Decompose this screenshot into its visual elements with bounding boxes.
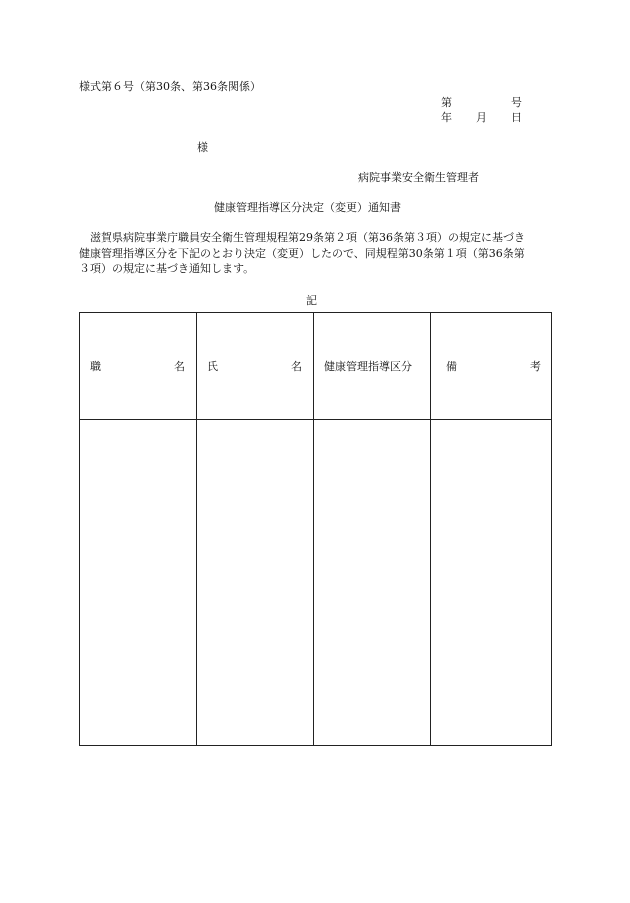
body-line: 滋賀県病院事業庁職員安全衛生管理規程第29条第２項（第36条第３項）の規定に基づき xyxy=(79,231,525,244)
column-divider xyxy=(196,313,197,745)
body-text xyxy=(79,230,557,277)
notice-table xyxy=(79,312,552,746)
sender: 病院事業安全衛生管理者 xyxy=(358,171,479,184)
header-name-2: 名 xyxy=(291,360,302,373)
date-month-label: 月 xyxy=(476,111,487,124)
document-title: 健康管理指導区分決定（変更）通知書 xyxy=(214,201,401,214)
column-divider xyxy=(430,313,431,745)
header-name-1: 氏 xyxy=(207,360,218,373)
ki-heading: 記 xyxy=(306,294,317,307)
body-line: 健康管理指導区分を下記のとおり決定（変更）したので、同規程第30条第１項（第36条第 xyxy=(79,246,525,260)
header-remarks-2: 考 xyxy=(530,360,541,373)
recipient-suffix: 様 xyxy=(197,141,208,154)
column-divider xyxy=(313,313,314,745)
body-line: ３項）の規定に基づき通知します。 xyxy=(79,262,255,275)
date-year-label: 年 xyxy=(441,111,452,124)
header-guidance-category: 健康管理指導区分 xyxy=(324,360,412,373)
header-remarks-1: 備 xyxy=(446,360,457,373)
date-day-label: 日 xyxy=(511,111,522,124)
reference-number-suffix: 号 xyxy=(511,96,522,109)
header-position-2: 名 xyxy=(174,360,185,373)
reference-number-prefix: 第 xyxy=(441,96,452,109)
header-divider xyxy=(80,419,551,420)
header-position-1: 職 xyxy=(90,360,101,373)
form-number: 様式第６号（第30条、第36条関係） xyxy=(79,80,261,93)
